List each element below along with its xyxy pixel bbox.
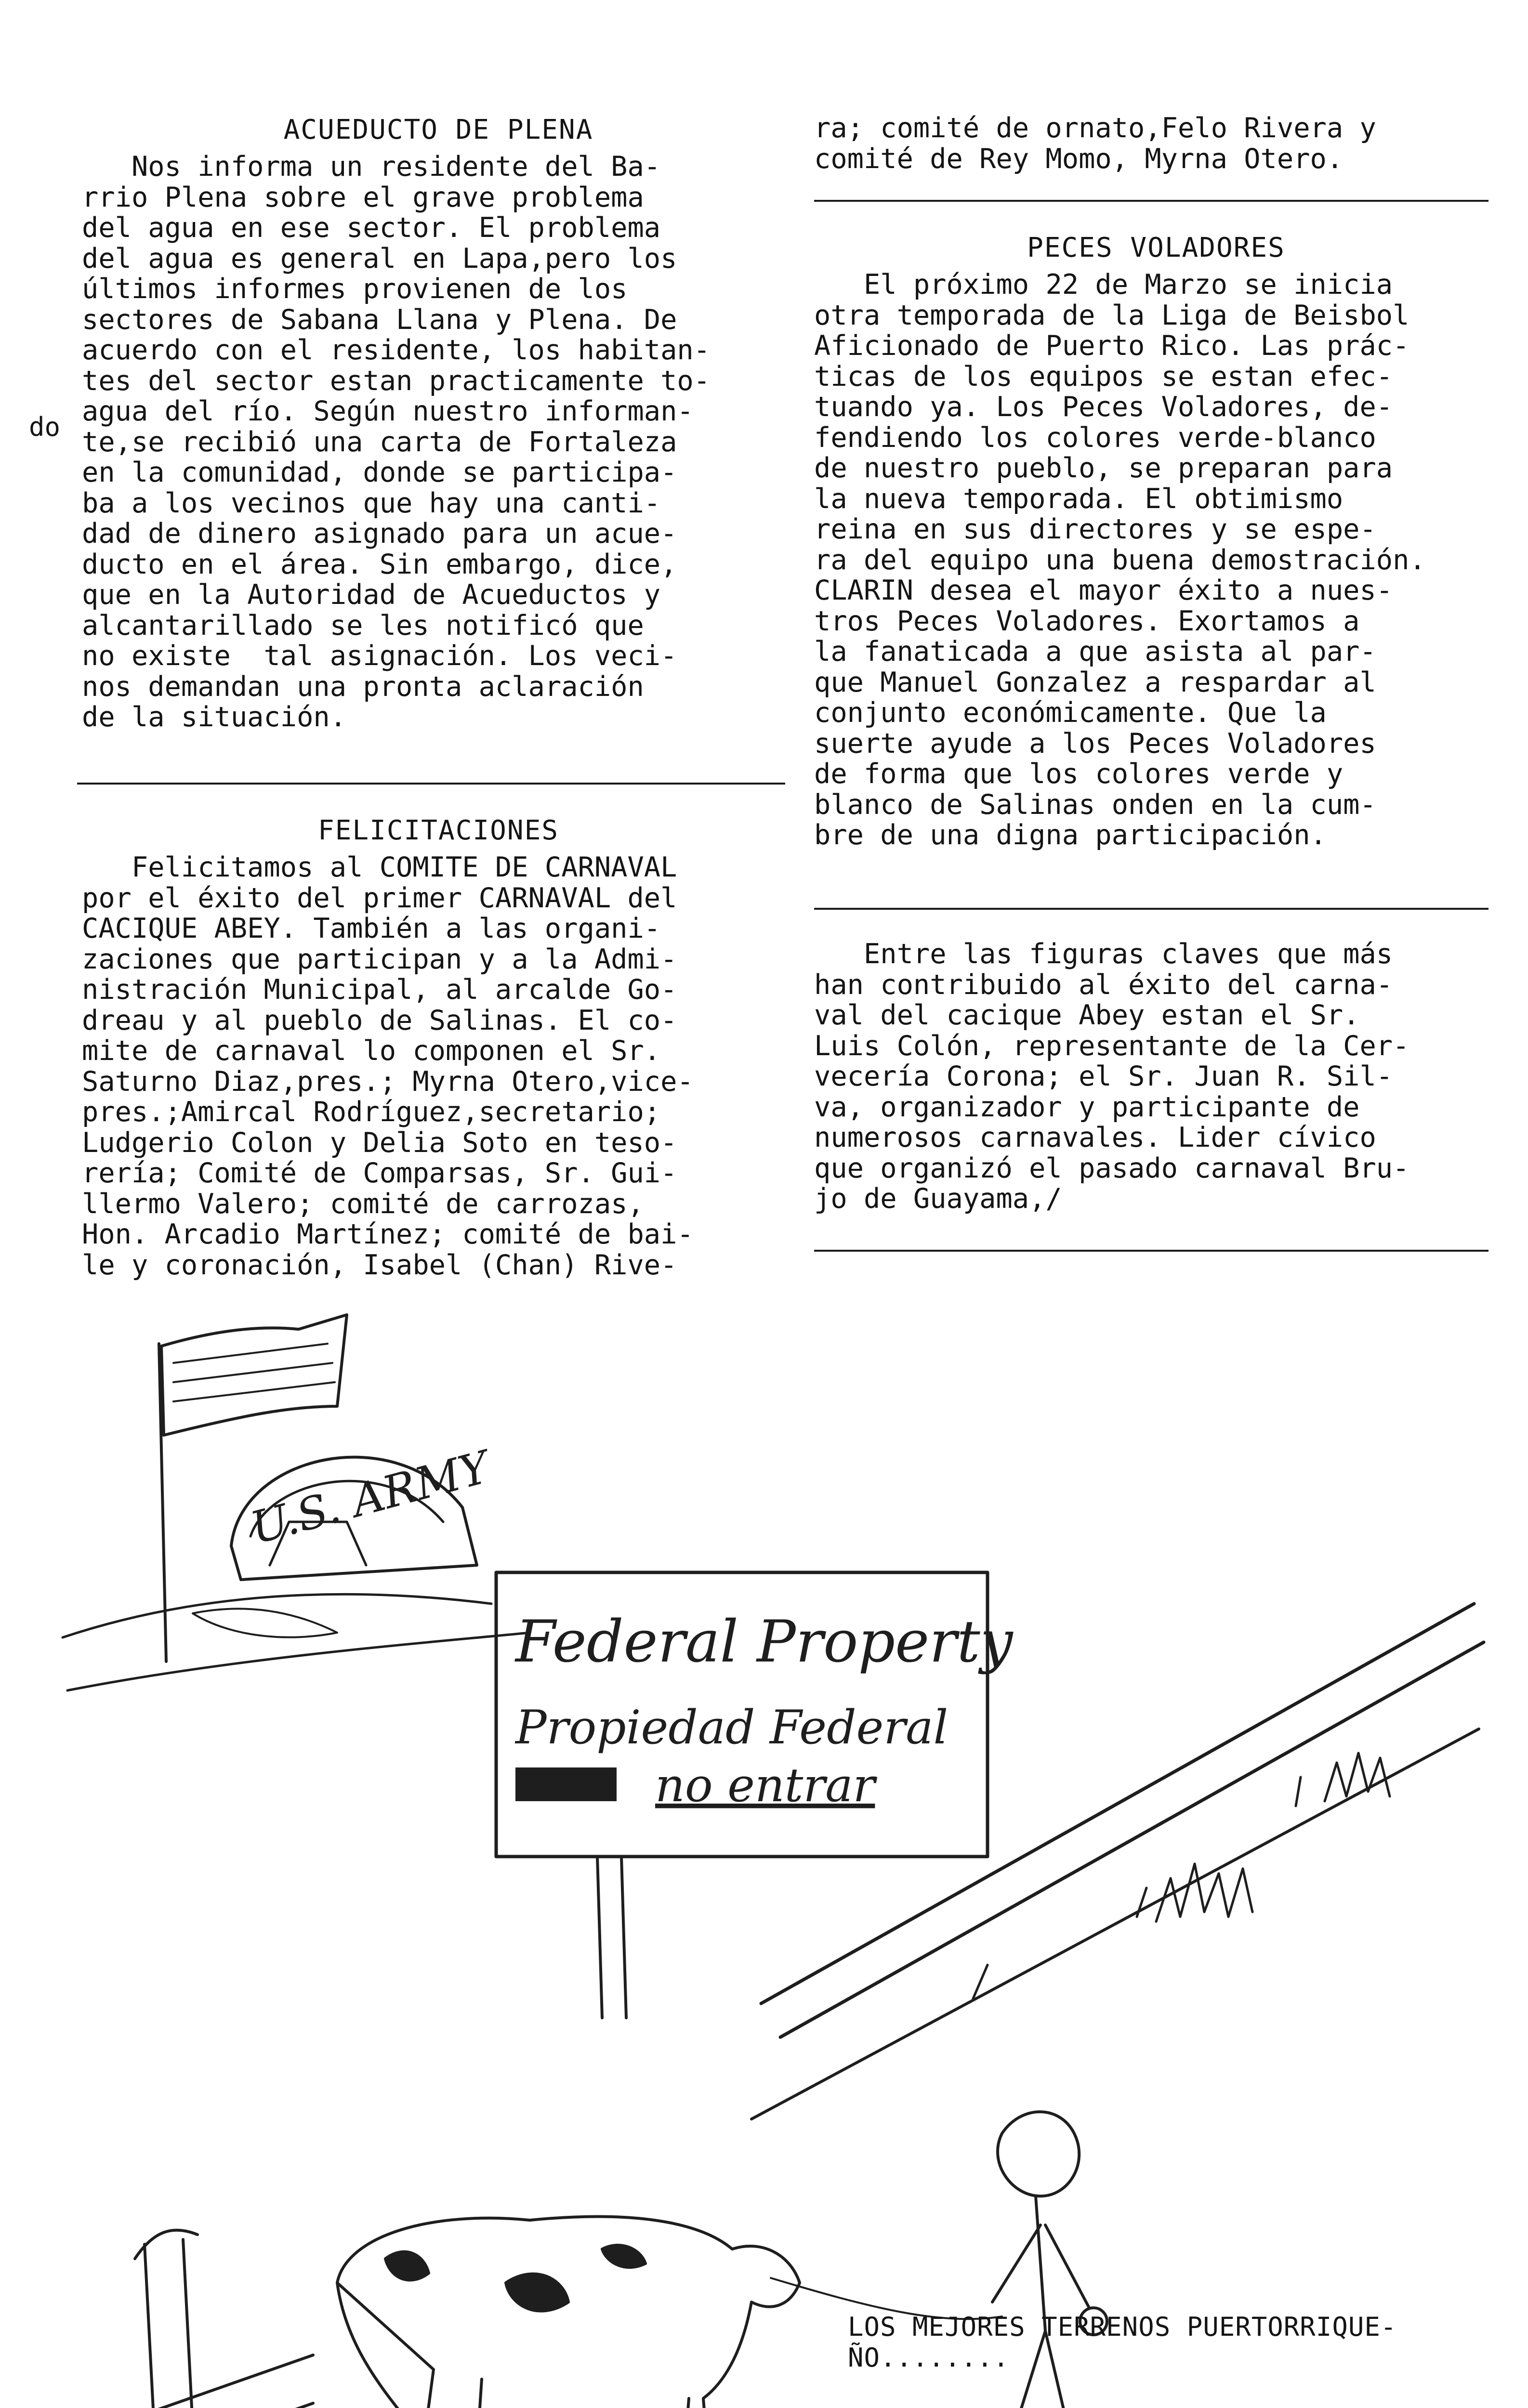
person <box>998 2112 1079 2196</box>
left-divider <box>77 783 785 785</box>
sign-line-1: Federal Property <box>515 1609 1013 1675</box>
peces-headline: PECES VOLADORES <box>1027 232 1285 263</box>
flag <box>161 1315 347 1435</box>
felicitaciones-article <box>82 814 795 1281</box>
felicitaciones-body: Felicitamos al COMITE DE CARNAVAL por el éxito del primer CARNAVAL del CACIQUE ABEY. También a las organi- zaciones que participan y a la Admi- nistración Municipal, al arcalde Go- dreau y al pueblo de Salinas. El co- mite de carnaval lo componen el Sr. Saturno Diaz,pres.; Myrna Otero,vice- pres.;Amircal Rodríguez,secretario; Ludgerio Colon y Delia Soto en teso- rería; Comité de Comparsas, Sr. Gui- llermo Valero; comité de carrozas, Hon. Arcadio Martínez; comité de bai- le y coronación, Isabel (Chan) Rive- <box>82 851 694 1281</box>
right-divider-1 <box>814 200 1488 202</box>
sign-post <box>597 1857 626 2018</box>
acueducto-headline: ACUEDUCTO DE PLENA <box>283 114 593 145</box>
felicitaciones-continuation: ra; comité de ornato,Felo Rivera y comité de Rey Momo, Myrna Otero. <box>814 112 1376 175</box>
margin-note: do <box>29 412 61 442</box>
figuras-article <box>814 939 1498 1215</box>
wooden-fence <box>39 2355 313 2408</box>
felicitaciones-headline: FELICITACIONES <box>317 815 559 846</box>
left-column <box>82 113 795 733</box>
right-divider-3 <box>814 1250 1488 1252</box>
figuras-body: Entre las figuras claves que más han contribuido al éxito del carna- val del cacique Abey estan el Sr. Luis Colón, representante de la Cer- vecería Corona; el Sr. Juan R. Sil- va, organizador y participante de numerosos carnavales. Lider cívico que organizó el pasado carnaval Bru- jo de Guayama,/ <box>814 938 1409 1215</box>
acueducto-body: Nos informa un residente del Ba- rrio Plena sobre el grave problema del agua en ese sector. El problema del agua es general en Lapa,pero los últimos informes provienen de los sectores de Sabana Llana y Plena. De acuerdo con el residente, los habitan- tes del sector estan practicamente to- agua del río. Según nuestro informan- te,se recibió una carta de Fortaleza en la comunidad, donde se participa- ba a los vecinos que hay una canti- dad de dinero asignado para un acue- ducto en el área. Sin embargo, dice, que en la Autoridad de Acueductos y alcantarillado se les notificó que no existe tal asignación. Los veci- nos demandan una pronta aclaración de la situación. <box>82 151 711 733</box>
sign-line-2: Propiedad Federal <box>515 1701 948 1754</box>
peces-article <box>814 231 1498 851</box>
right-divider-2 <box>814 908 1488 910</box>
sign-line-3: no entrar <box>655 1758 875 1812</box>
army-sign-text: U.S. ARMY <box>245 1441 495 1555</box>
cow <box>337 2217 800 2408</box>
right-column <box>814 113 1498 174</box>
editorial-cartoon <box>0 1296 1528 2408</box>
cartoon-caption: LOS MEJORES TERRENOS PUERTORRIQUE- ÑO........ <box>848 2312 1397 2373</box>
peces-body: El próximo 22 de Marzo se inicia otra temporada de la Liga de Beisbol Aficionado de Puerto Rico. Las prác- ticas de los equipos se estan efec- tuando ya. Los Peces Voladores, de- fendiendo los colores verde-blanco de nuestro pueblo, se preparan para la nueva temporada. El obtimismo reina en sus directores y se espe- ra del equipo una buena demostración. CLARIN desea el mayor éxito a nues- tros Peces Voladores. Exortamos a la fanaticada a que asista al par- que Manuel Gonzalez a respardar al conjunto económicamente. Que la suerte ayude a los Peces Voladores de forma que los colores verde y blanco de Salinas onden en la cum- bre de una digna participación. <box>814 269 1426 851</box>
